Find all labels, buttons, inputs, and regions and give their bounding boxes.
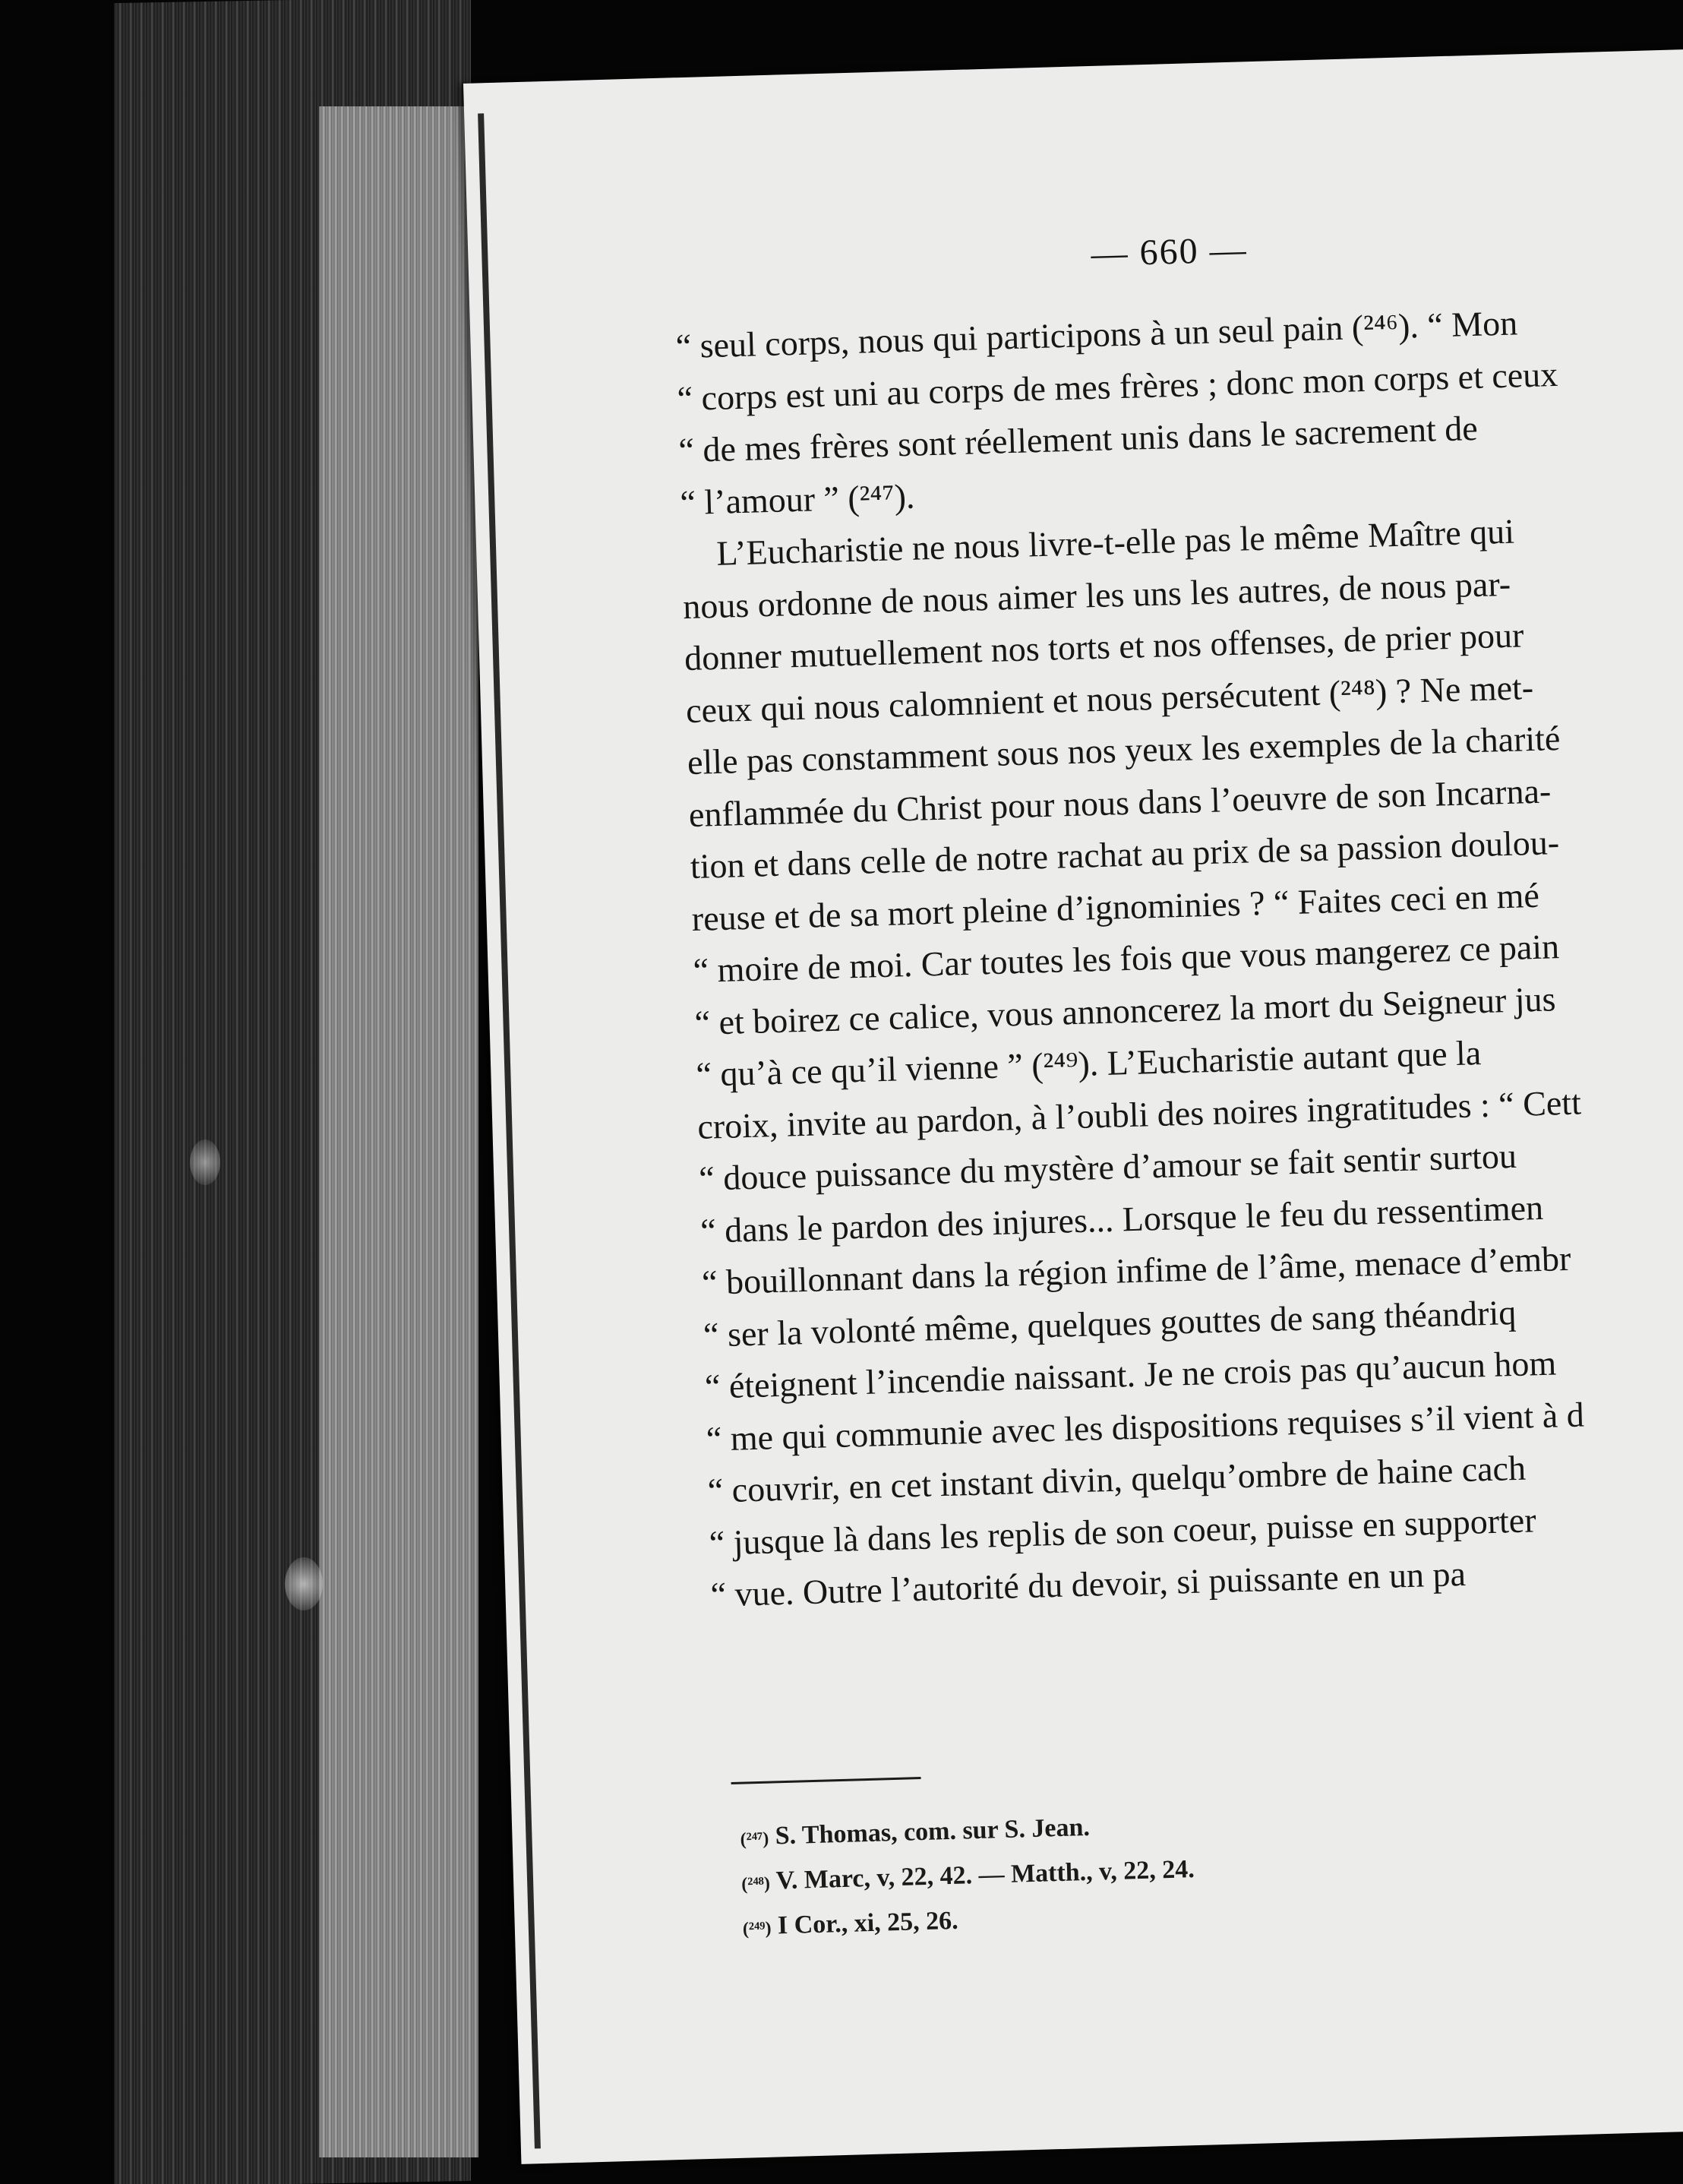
footnote-text: I Cor., xi, 25, 26.	[777, 1906, 959, 1940]
footnote-separator	[731, 1777, 921, 1784]
text-line: elle pas constamment sous nos yeux les exemples de la charité	[687, 719, 1561, 782]
text-line: “ corps est uni au corps de mes frères ; donc mon corps et ceux	[676, 354, 1558, 418]
text-line: “ jusque là dans les replis de son coeur, puisse en supporter	[709, 1500, 1537, 1563]
book-page-edges-inner	[319, 106, 478, 2157]
text-line: “ moire de moi. Car toutes les fois que vous mangerez ce pain	[693, 927, 1560, 990]
body-text	[675, 291, 1683, 1621]
text-line: “ douce puissance du mystère d’amour se fait sentir surtou	[698, 1136, 1517, 1198]
page-gutter-shadow	[478, 113, 541, 2148]
text-line: “ éteignent l’incendie naissant. Je ne crois pas qu’aucun hom	[704, 1343, 1557, 1406]
text-line: “ bouillonnant dans la région infime de l’âme, menace d’embr	[701, 1238, 1571, 1302]
footnote-text: V. Marc, v, 22, 42. — Matth., v, 22, 24.	[775, 1855, 1195, 1895]
text-line: croix, invite au pardon, à l’oubli des noires ingratitudes : “ Cett	[696, 1082, 1582, 1146]
footnote-marker: (²⁴⁹)	[742, 1918, 772, 1939]
text-line: enflammée du Christ pour nous dans l’oeuvre de son Incarna-	[688, 770, 1552, 834]
printed-page	[463, 48, 1683, 2164]
text-line: “ ser la volonté même, quelques gouttes de sang théandriq	[703, 1292, 1517, 1354]
text-line: “ qu’à ce qu’il vienne ” (²⁴⁹). L’Eucharistie autant que la	[695, 1033, 1482, 1094]
text-line: “ me qui communie avec les dispositions requises s’il vient à d	[706, 1394, 1585, 1459]
text-line: L’Eucharistie ne nous livre-t-elle pas le même Maître qui	[715, 511, 1515, 573]
footnote-marker: (²⁴⁸)	[740, 1873, 771, 1895]
footnote-marker: (²⁴⁷)	[740, 1828, 769, 1850]
text-line: ceux qui nous calomnient et nous persécutent (²⁴⁸) ? Ne met-	[685, 667, 1534, 730]
text-line: “ couvrir, en cet instant divin, quelqu’ombre de haine cach	[707, 1448, 1527, 1510]
text-line: nous ordonne de nous aimer les uns les autres, de nous par-	[682, 564, 1511, 626]
footnotes	[740, 1803, 1196, 1951]
light-reflection	[190, 1139, 220, 1185]
text-line: “ de mes frères sont réellement unis dans le sacrement de	[677, 408, 1479, 470]
text-line: “ et boirez ce calice, vous annoncerez la mort du Seigneur jus	[693, 978, 1557, 1042]
page-number: — 660 —	[1090, 229, 1249, 274]
text-line: “ seul corps, nous qui participons à un seul pain (²⁴⁶). “ Mon	[675, 303, 1518, 366]
text-line: “ vue. Outre l’autorité du devoir, si puissante en un pa	[709, 1553, 1467, 1614]
text-line: “ l’amour ” (²⁴⁷).	[679, 476, 916, 522]
text-line: donner mutuellement nos torts et nos offenses, de prier pour	[684, 615, 1524, 678]
text-line: tion et dans celle de notre rachat au prix de sa passion doulou-	[690, 823, 1560, 887]
text-line: reuse et de sa mort pleine d’ignominies ? “ Faites ceci en mé	[691, 875, 1540, 938]
footnote-text: S. Thomas, com. sur S. Jean.	[775, 1813, 1091, 1851]
light-reflection	[285, 1557, 323, 1610]
text-line: “ dans le pardon des injures... Lorsque le feu du ressentimen	[699, 1187, 1544, 1250]
